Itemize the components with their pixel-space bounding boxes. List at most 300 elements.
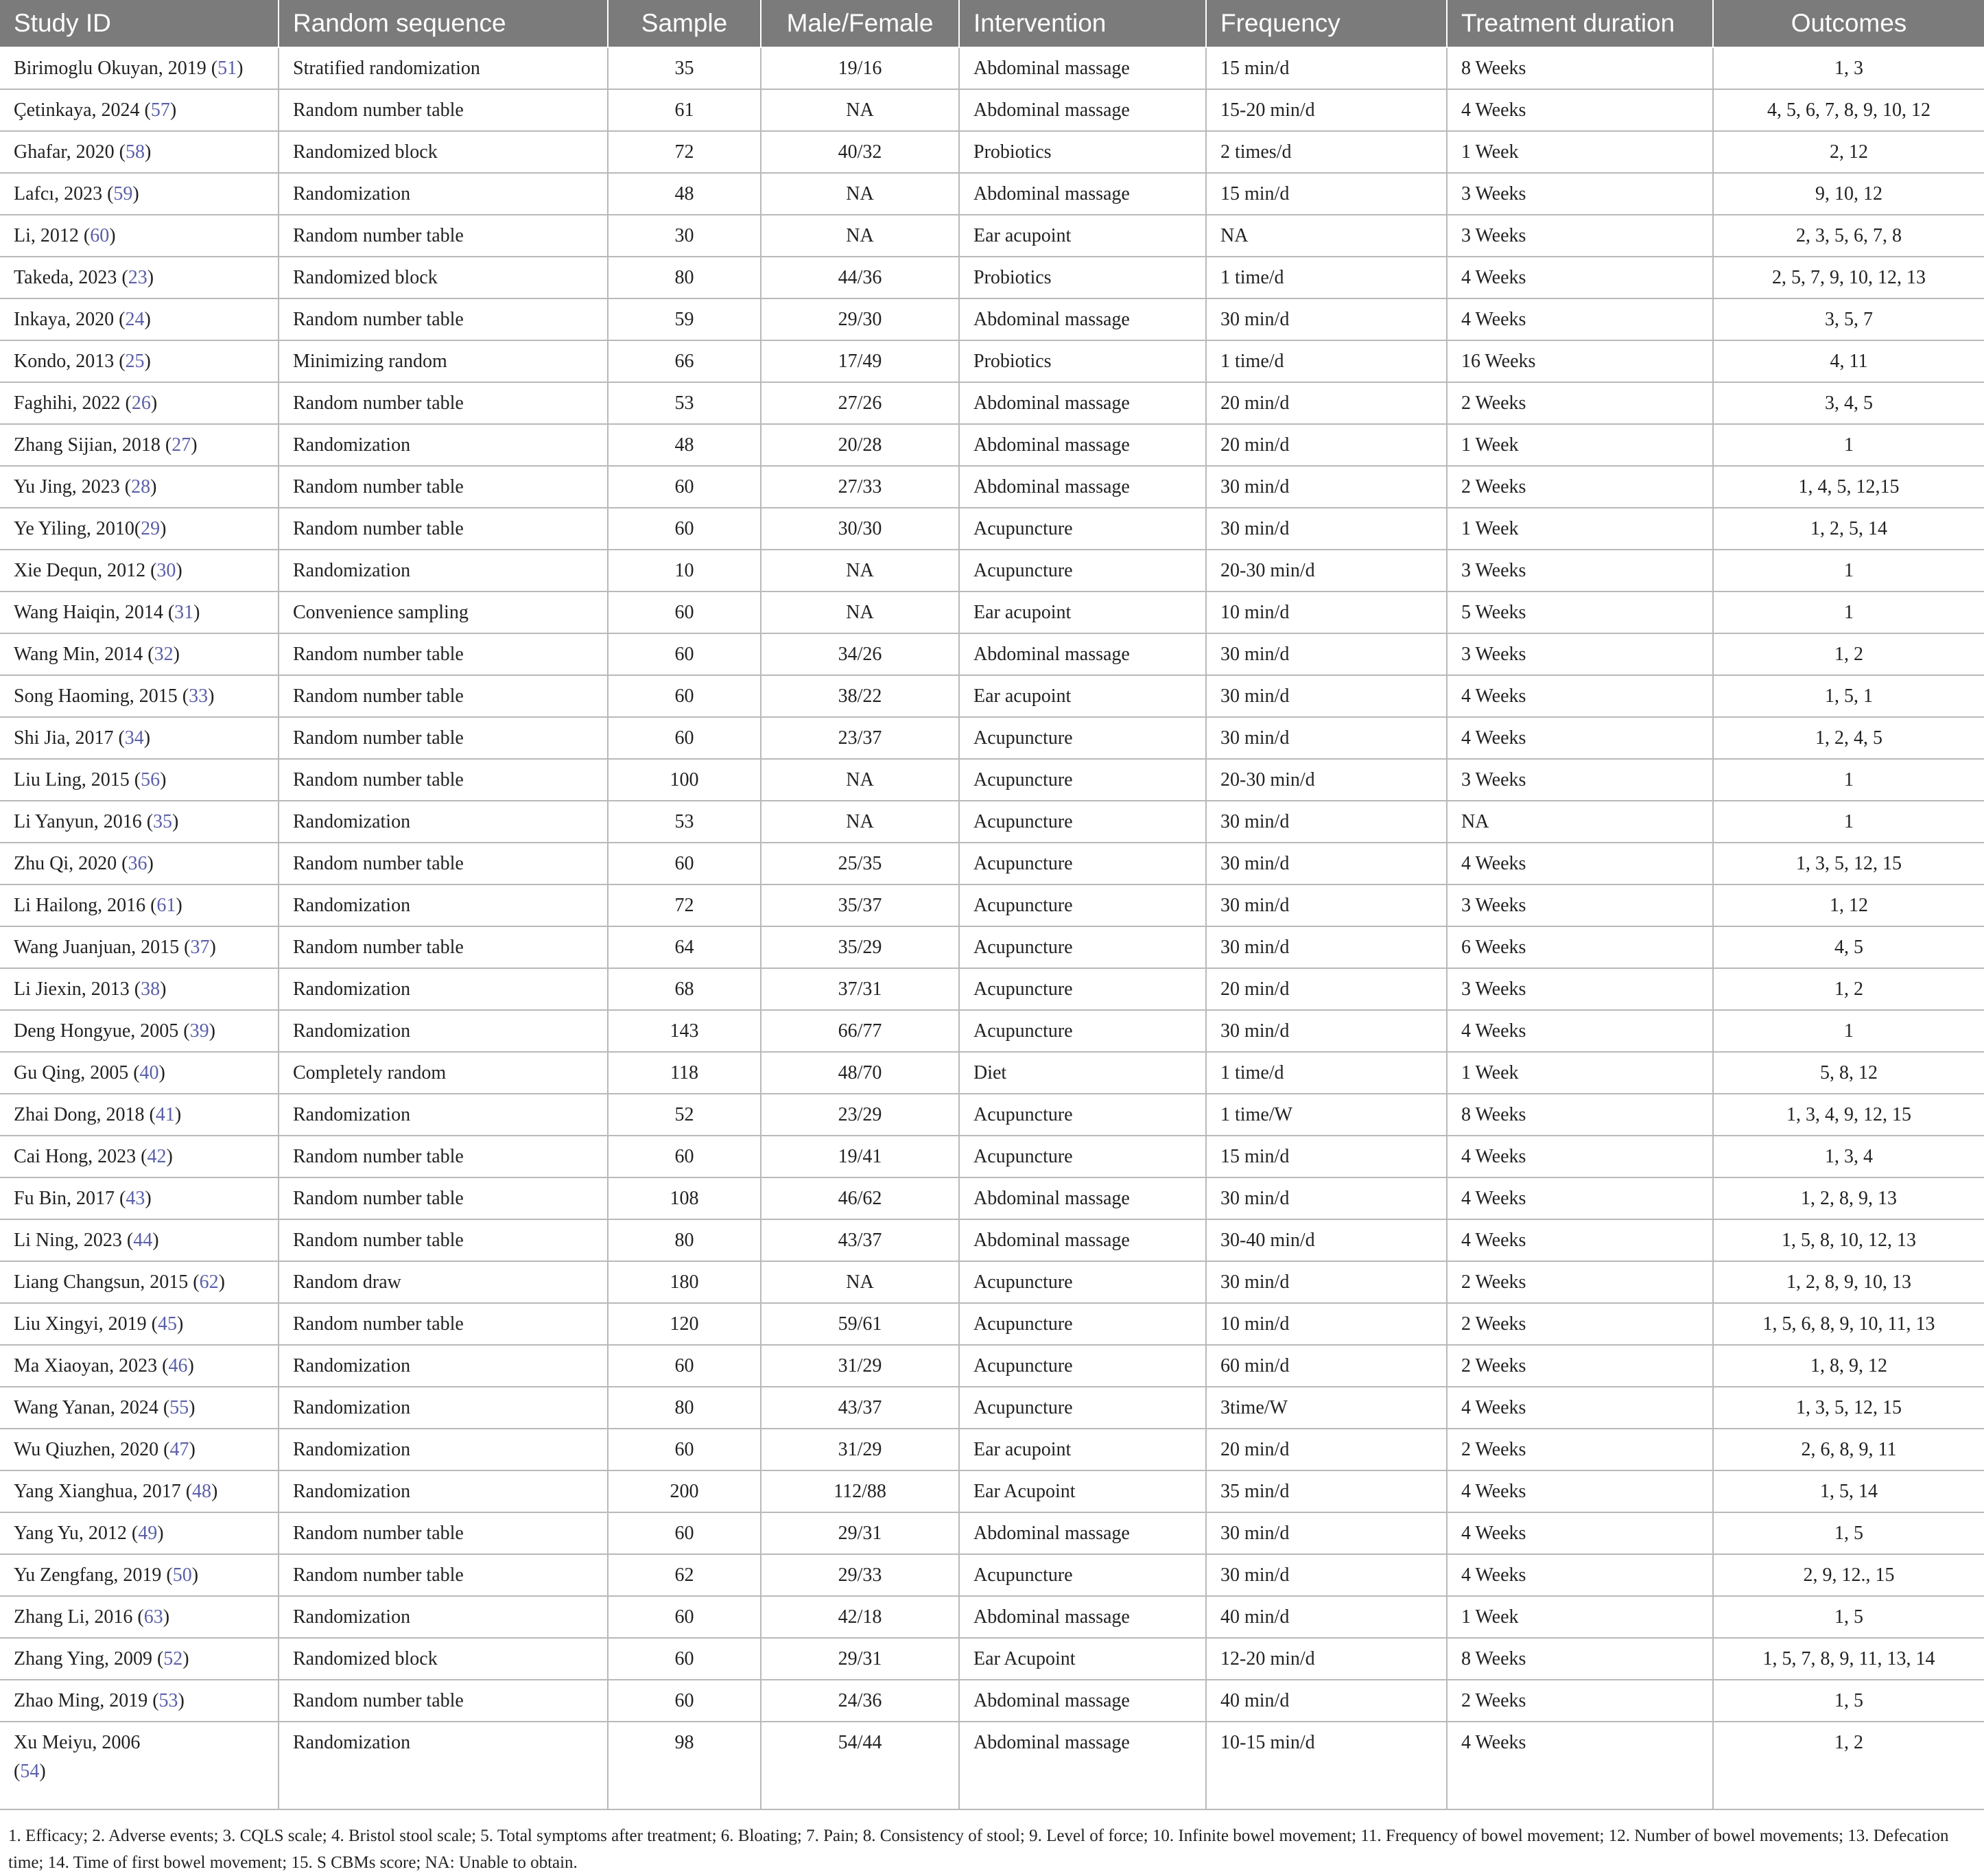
paren-close: ) [109, 224, 116, 246]
reference-link[interactable]: 41 [155, 1103, 175, 1125]
cell-study-id [0, 926, 279, 968]
cell-treatment-duration: 2 Weeks [1447, 1261, 1713, 1303]
reference-link[interactable]: 61 [156, 894, 176, 916]
paren-close: ) [193, 601, 200, 623]
cell-intervention: Abdominal massage [959, 1512, 1206, 1554]
paren-close: ) [209, 1020, 215, 1042]
reference-link[interactable]: 62 [199, 1271, 219, 1293]
paren-close: ) [147, 852, 154, 874]
cell-outcomes: 1 [1713, 1010, 1984, 1052]
cell-intervention: Acupuncture [959, 843, 1206, 884]
table-row [0, 717, 1984, 759]
study-id-text: Zhu Qi, 2020 ( [14, 852, 128, 874]
cell-outcomes: 4, 11 [1713, 340, 1984, 382]
cell-study-id [0, 424, 279, 466]
cell-male-female: NA [761, 801, 959, 843]
cell-male-female: 25/35 [761, 843, 959, 884]
cell-male-female: 40/32 [761, 131, 959, 173]
cell-outcomes: 2, 3, 5, 6, 7, 8 [1713, 215, 1984, 257]
cell-outcomes: 3, 5, 7 [1713, 298, 1984, 340]
cell-outcomes: 1, 5 [1713, 1512, 1984, 1554]
table-row [0, 1052, 1984, 1094]
cell-intervention: Acupuncture [959, 1010, 1206, 1052]
cell-study-id [0, 1177, 279, 1219]
cell-male-female: 27/26 [761, 382, 959, 424]
paren-close: ) [160, 978, 167, 1000]
table-row [0, 1303, 1984, 1345]
cell-random-sequence: Random number table [279, 633, 608, 675]
table-row [0, 382, 1984, 424]
table-row [0, 1219, 1984, 1261]
header-treatment-duration: Treatment duration [1447, 0, 1713, 47]
reference-link[interactable]: 51 [217, 57, 237, 79]
paren-close: ) [143, 727, 151, 749]
paren-close: ) [169, 99, 177, 121]
table-header [0, 0, 1984, 47]
cell-intervention: Abdominal massage [959, 382, 1206, 424]
reference-link[interactable]: 34 [124, 727, 144, 749]
cell-sample: 60 [608, 1512, 761, 1554]
study-id-text: Li Yanyun, 2016 ( [14, 810, 154, 832]
cell-male-female: 23/37 [761, 717, 959, 759]
reference-link[interactable]: 58 [125, 141, 145, 163]
reference-link[interactable]: 32 [154, 643, 174, 665]
study-id-text: Wang Yanan, 2024 ( [14, 1396, 170, 1418]
reference-link[interactable]: 23 [128, 266, 147, 288]
reference-link[interactable]: 59 [113, 183, 133, 204]
cell-outcomes: 1, 5, 6, 8, 9, 10, 11, 13 [1713, 1303, 1984, 1345]
cell-random-sequence: Randomization [279, 1094, 608, 1136]
cell-outcomes: 1, 2 [1713, 1722, 1984, 1809]
study-id-text: Zhao Ming, 2019 ( [14, 1689, 159, 1711]
cell-study-id [0, 675, 279, 717]
study-id-text: Zhang Li, 2016 ( [14, 1606, 144, 1628]
cell-frequency: 30 min/d [1206, 1261, 1447, 1303]
reference-link[interactable]: 26 [131, 392, 151, 414]
study-id-text: Xie Dequn, 2012 ( [14, 559, 157, 581]
cell-frequency: 30 min/d [1206, 843, 1447, 884]
paren-close: ) [147, 266, 154, 288]
cell-frequency: 10 min/d [1206, 591, 1447, 633]
cell-intervention: Abdominal massage [959, 173, 1206, 215]
reference-link[interactable]: 42 [147, 1145, 167, 1167]
reference-link[interactable]: 45 [158, 1313, 177, 1335]
cell-outcomes: 1, 3 [1713, 47, 1984, 89]
cell-treatment-duration: 2 Weeks [1447, 1680, 1713, 1722]
cell-male-female: 66/77 [761, 1010, 959, 1052]
table-row [0, 1345, 1984, 1387]
cell-male-female: NA [761, 550, 959, 591]
cell-random-sequence: Randomization [279, 1470, 608, 1512]
cell-sample: 52 [608, 1094, 761, 1136]
cell-random-sequence: Randomized block [279, 131, 608, 173]
cell-treatment-duration: 2 Weeks [1447, 1303, 1713, 1345]
table-row [0, 131, 1984, 173]
study-id-text: Zhai Dong, 2018 ( [14, 1103, 156, 1125]
cell-random-sequence: Random number table [279, 1554, 608, 1596]
study-id-text: Yang Xianghua, 2017 ( [14, 1480, 193, 1502]
cell-sample: 60 [608, 591, 761, 633]
paren-close: ) [144, 350, 151, 372]
reference-link[interactable]: 47 [169, 1438, 189, 1460]
study-id-text: Li Hailong, 2016 ( [14, 894, 157, 916]
paren-close: ) [178, 1689, 185, 1711]
cell-frequency: 30 min/d [1206, 508, 1447, 550]
cell-random-sequence: Randomization [279, 1596, 608, 1638]
table-row [0, 1387, 1984, 1429]
study-id-text: Ma Xiaoyan, 2023 ( [14, 1355, 169, 1376]
reference-link[interactable]: 35 [153, 810, 173, 832]
cell-outcomes: 1, 2 [1713, 633, 1984, 675]
table-row [0, 968, 1984, 1010]
cell-outcomes: 1, 12 [1713, 884, 1984, 926]
reference-link[interactable]: 48 [192, 1480, 212, 1502]
cell-random-sequence: Random number table [279, 675, 608, 717]
cell-outcomes: 1 [1713, 591, 1984, 633]
reference-link[interactable]: 52 [163, 1648, 183, 1669]
cell-study-id [0, 47, 279, 89]
cell-study-id [0, 717, 279, 759]
reference-link[interactable]: 27 [172, 434, 191, 456]
study-id-text: Yu Zengfang, 2019 ( [14, 1564, 173, 1586]
paren-close: ) [145, 1187, 152, 1209]
cell-intervention: Probiotics [959, 131, 1206, 173]
cell-frequency: 1 time/d [1206, 340, 1447, 382]
cell-frequency: 30 min/d [1206, 298, 1447, 340]
cell-random-sequence: Random number table [279, 843, 608, 884]
reference-link[interactable]: 46 [168, 1355, 188, 1376]
cell-treatment-duration: 6 Weeks [1447, 926, 1713, 968]
study-id-text: Song Haoming, 2015 ( [14, 685, 189, 707]
cell-intervention: Acupuncture [959, 968, 1206, 1010]
reference-link[interactable]: 57 [150, 99, 170, 121]
paren-close: ) [211, 1480, 218, 1502]
cell-intervention: Abdominal massage [959, 298, 1206, 340]
cell-intervention: Abdominal massage [959, 1680, 1206, 1722]
reference-link[interactable]: 60 [90, 224, 110, 246]
study-id-text: Wang Juanjuan, 2015 ( [14, 936, 191, 958]
cell-sample: 80 [608, 1219, 761, 1261]
cell-outcomes: 1, 2 [1713, 968, 1984, 1010]
cell-male-female: 31/29 [761, 1429, 959, 1470]
cell-random-sequence: Randomization [279, 801, 608, 843]
cell-study-id [0, 1219, 279, 1261]
cell-study-id [0, 298, 279, 340]
cell-random-sequence: Random number table [279, 466, 608, 508]
cell-intervention: Acupuncture [959, 1345, 1206, 1387]
cell-outcomes: 1 [1713, 550, 1984, 591]
cell-treatment-duration: 4 Weeks [1447, 1177, 1713, 1219]
table-row-last [0, 1722, 1984, 1809]
cell-frequency: 15 min/d [1206, 173, 1447, 215]
paren-close: ) [150, 476, 157, 497]
paren-close: ) [191, 434, 198, 456]
reference-link[interactable]: 31 [174, 601, 194, 623]
cell-treatment-duration: 4 Weeks [1447, 1136, 1713, 1177]
cell-treatment-duration: 4 Weeks [1447, 1554, 1713, 1596]
cell-treatment-duration: 3 Weeks [1447, 968, 1713, 1010]
cell-study-id [0, 1136, 279, 1177]
reference-link[interactable]: 50 [172, 1564, 192, 1586]
cell-intervention: Abdominal massage [959, 47, 1206, 89]
cell-intervention: Ear acupoint [959, 215, 1206, 257]
cell-male-female: NA [761, 215, 959, 257]
cell-outcomes: 2, 6, 8, 9, 11 [1713, 1429, 1984, 1470]
paren-close: ) [176, 894, 182, 916]
study-id-text: Gu Qing, 2005 ( [14, 1062, 140, 1083]
cell-frequency: 1 time/W [1206, 1094, 1447, 1136]
cell-frequency: 15 min/d [1206, 47, 1447, 89]
paren-close: ) [208, 685, 215, 707]
cell-study-id [0, 1554, 279, 1596]
cell-frequency: 30 min/d [1206, 1512, 1447, 1554]
cell-frequency: 15 min/d [1206, 1136, 1447, 1177]
table-row [0, 1094, 1984, 1136]
cell-random-sequence: Randomization [279, 968, 608, 1010]
cell-study-id [0, 968, 279, 1010]
header-sample: Sample [608, 0, 761, 47]
reference-link[interactable]: 29 [141, 517, 161, 539]
table-row [0, 884, 1984, 926]
cell-sample: 30 [608, 215, 761, 257]
cell-treatment-duration: 4 Weeks [1447, 1722, 1713, 1809]
cell-random-sequence: Randomization [279, 550, 608, 591]
cell-random-sequence: Randomization [279, 1429, 608, 1470]
cell-random-sequence: Random number table [279, 508, 608, 550]
cell-frequency: 30 min/d [1206, 675, 1447, 717]
table-row [0, 1010, 1984, 1052]
study-id-text: Cai Hong, 2023 ( [14, 1145, 147, 1167]
reference-link[interactable]: 38 [141, 978, 161, 1000]
cell-study-id [0, 89, 279, 131]
reference-link[interactable]: 49 [138, 1522, 158, 1544]
table-row [0, 633, 1984, 675]
paren-close: ) [218, 1271, 225, 1293]
cell-treatment-duration: 1 Week [1447, 1596, 1713, 1638]
reference-link[interactable]: 53 [158, 1689, 178, 1711]
paren-close: ) [209, 936, 216, 958]
study-id-text: Lafcı, 2023 ( [14, 183, 114, 204]
cell-treatment-duration: 4 Weeks [1447, 257, 1713, 298]
cell-treatment-duration: 2 Weeks [1447, 466, 1713, 508]
cell-intervention: Acupuncture [959, 759, 1206, 801]
reference-link[interactable]: 54 [20, 1761, 40, 1782]
cell-frequency: NA [1206, 215, 1447, 257]
cell-intervention: Acupuncture [959, 1136, 1206, 1177]
cell-male-female: 29/33 [761, 1554, 959, 1596]
reference-link[interactable]: 24 [125, 308, 145, 330]
cell-intervention: Probiotics [959, 257, 1206, 298]
cell-male-female: 29/31 [761, 1638, 959, 1680]
reference-link[interactable]: 55 [169, 1396, 189, 1418]
cell-intervention: Abdominal massage [959, 1219, 1206, 1261]
cell-outcomes: 1 [1713, 424, 1984, 466]
cell-sample: 60 [608, 1136, 761, 1177]
table-footnote: 1. Efficacy; 2. Adverse events; 3. CQLS scale; 4. Bristol stool scale; 5. Total symptoms after treatment; 6. Bloating; 7. Pain; 8. Consistency of stool; 9. Level of force; 10. Infinite bowel movement; 11. Frequency of bowel movement; 12. Number of bowel movements; 13. Defecation time; 14. Time of first bowel movement; 15. S CBMs score; NA: Unable to obtain. [8, 1827, 1949, 1872]
cell-random-sequence: Random number table [279, 1680, 608, 1722]
cell-sample: 53 [608, 382, 761, 424]
cell-male-female: 19/16 [761, 47, 959, 89]
cell-study-id [0, 550, 279, 591]
cell-random-sequence: Random number table [279, 382, 608, 424]
study-id-text: Li Ning, 2023 ( [14, 1229, 134, 1251]
reference-link[interactable]: 40 [139, 1062, 159, 1083]
cell-male-female: 17/49 [761, 340, 959, 382]
cell-intervention: Probiotics [959, 340, 1206, 382]
cell-study-id [0, 215, 279, 257]
cell-intervention: Acupuncture [959, 884, 1206, 926]
cell-study-id [0, 173, 279, 215]
reference-link[interactable]: 30 [156, 559, 176, 581]
cell-intervention: Abdominal massage [959, 466, 1206, 508]
paren-close: ) [150, 392, 158, 414]
cell-outcomes: 1, 5, 14 [1713, 1470, 1984, 1512]
cell-frequency: 20-30 min/d [1206, 550, 1447, 591]
cell-frequency: 30 min/d [1206, 1010, 1447, 1052]
reference-link[interactable]: 44 [133, 1229, 153, 1251]
cell-outcomes: 5, 8, 12 [1713, 1052, 1984, 1094]
cell-male-female: 31/29 [761, 1345, 959, 1387]
cell-sample: 60 [608, 843, 761, 884]
study-id-text: Liang Changsun, 2015 ( [14, 1271, 200, 1293]
cell-study-id [0, 843, 279, 884]
header-intervention: Intervention [959, 0, 1206, 47]
cell-sample: 64 [608, 926, 761, 968]
cell-random-sequence: Completely random [279, 1052, 608, 1094]
study-id-text: Wang Haiqin, 2014 ( [14, 601, 175, 623]
cell-male-female: 20/28 [761, 424, 959, 466]
cell-frequency: 20 min/d [1206, 1429, 1447, 1470]
study-id-text: Xu Meiyu, 2006 [14, 1732, 141, 1753]
table-row [0, 801, 1984, 843]
study-id-text: Li Jiexin, 2013 ( [14, 978, 141, 1000]
cell-sample: 59 [608, 298, 761, 340]
reference-link[interactable]: 36 [128, 852, 147, 874]
study-id-text: Kondo, 2013 ( [14, 350, 126, 372]
cell-frequency: 30 min/d [1206, 633, 1447, 675]
cell-frequency: 30 min/d [1206, 884, 1447, 926]
cell-frequency: 30 min/d [1206, 801, 1447, 843]
reference-link[interactable]: 56 [141, 769, 161, 790]
table-row [0, 257, 1984, 298]
table-row [0, 298, 1984, 340]
cell-random-sequence: Randomization [279, 424, 608, 466]
cell-treatment-duration: 4 Weeks [1447, 89, 1713, 131]
cell-treatment-duration: 1 Week [1447, 424, 1713, 466]
table-row [0, 550, 1984, 591]
study-id-text: Birimoglu Okuyan, 2019 ( [14, 57, 218, 79]
cell-frequency: 30 min/d [1206, 926, 1447, 968]
cell-treatment-duration: 3 Weeks [1447, 173, 1713, 215]
cell-sample: 100 [608, 759, 761, 801]
cell-treatment-duration: 4 Weeks [1447, 1512, 1713, 1554]
cell-male-female: 42/18 [761, 1596, 959, 1638]
cell-study-id [0, 1010, 279, 1052]
reference-link[interactable]: 28 [131, 476, 151, 497]
header-random-sequence: Random sequence [279, 0, 608, 47]
cell-random-sequence: Stratified randomization [279, 47, 608, 89]
paren-close: ) [160, 517, 167, 539]
cell-sample: 80 [608, 1387, 761, 1429]
cell-study-id [0, 340, 279, 382]
cell-random-sequence: Random number table [279, 717, 608, 759]
cell-study-id [0, 759, 279, 801]
cell-treatment-duration: 8 Weeks [1447, 1094, 1713, 1136]
cell-intervention: Ear acupoint [959, 591, 1206, 633]
cell-outcomes: 3, 4, 5 [1713, 382, 1984, 424]
cell-study-id [0, 801, 279, 843]
cell-sample: 61 [608, 89, 761, 131]
table-row [0, 1136, 1984, 1177]
cell-frequency: 30 min/d [1206, 717, 1447, 759]
cell-random-sequence: Randomization [279, 884, 608, 926]
cell-sample: 200 [608, 1470, 761, 1512]
cell-sample: 72 [608, 131, 761, 173]
reference-link[interactable]: 43 [126, 1187, 145, 1209]
header-study-id: Study ID [0, 0, 279, 47]
cell-study-id [0, 884, 279, 926]
cell-treatment-duration: 4 Weeks [1447, 675, 1713, 717]
cell-intervention: Ear acupoint [959, 1429, 1206, 1470]
reference-link[interactable]: 39 [189, 1020, 209, 1042]
reference-link[interactable]: 37 [190, 936, 210, 958]
cell-male-female: 30/30 [761, 508, 959, 550]
reference-link[interactable]: 25 [125, 350, 145, 372]
cell-frequency: 10-15 min/d [1206, 1722, 1447, 1809]
cell-outcomes: 1, 3, 5, 12, 15 [1713, 843, 1984, 884]
study-id-text: Çetinkaya, 2024 ( [14, 99, 151, 121]
table-row [0, 173, 1984, 215]
cell-sample: 60 [608, 1680, 761, 1722]
table-row [0, 1596, 1984, 1638]
cell-sample: 72 [608, 884, 761, 926]
cell-sample: 60 [608, 1429, 761, 1470]
study-id-text: Li, 2012 ( [14, 224, 91, 246]
cell-study-id [0, 591, 279, 633]
cell-male-female: NA [761, 759, 959, 801]
cell-treatment-duration: 3 Weeks [1447, 759, 1713, 801]
table-body [0, 47, 1984, 1809]
paren-close: ) [182, 1648, 189, 1669]
cell-sample: 60 [608, 508, 761, 550]
cell-study-id [0, 1387, 279, 1429]
cell-male-female: 37/31 [761, 968, 959, 1010]
cell-outcomes: 1, 4, 5, 12,15 [1713, 466, 1984, 508]
cell-sample: 60 [608, 1638, 761, 1680]
cell-sample: 10 [608, 550, 761, 591]
study-id-text: Inkaya, 2020 ( [14, 308, 126, 330]
cell-study-id [0, 633, 279, 675]
table-row [0, 591, 1984, 633]
table-row [0, 1261, 1984, 1303]
cell-random-sequence: Randomization [279, 1345, 608, 1387]
table-row [0, 1177, 1984, 1219]
reference-link[interactable]: 33 [189, 685, 209, 707]
cell-outcomes: 1, 3, 4, 9, 12, 15 [1713, 1094, 1984, 1136]
cell-study-id [0, 466, 279, 508]
header-male-female: Male/Female [761, 0, 959, 47]
cell-intervention: Abdominal massage [959, 1722, 1206, 1809]
table-row [0, 675, 1984, 717]
reference-link[interactable]: 63 [143, 1606, 163, 1628]
cell-outcomes: 2, 9, 12., 15 [1713, 1554, 1984, 1596]
table-row [0, 1470, 1984, 1512]
cell-frequency: 35 min/d [1206, 1470, 1447, 1512]
study-id-text: Yu Jing, 2023 ( [14, 476, 132, 497]
cell-intervention: Acupuncture [959, 550, 1206, 591]
cell-male-female: NA [761, 1261, 959, 1303]
cell-outcomes: 4, 5, 6, 7, 8, 9, 10, 12 [1713, 89, 1984, 131]
